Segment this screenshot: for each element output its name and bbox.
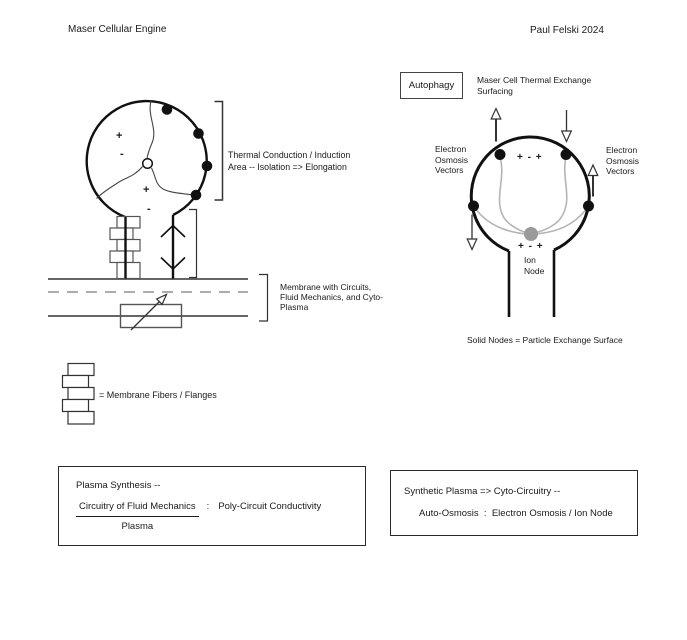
neck-membrane-fiber-bricks	[110, 217, 140, 279]
thermal-area-label	[228, 149, 350, 173]
particle-node	[202, 161, 213, 172]
membrane-label	[280, 282, 383, 312]
circuit-arrow-head-icon	[157, 295, 167, 305]
vector-arrow-down-head-icon	[467, 239, 477, 250]
fraction-denominator: Plasma	[121, 521, 154, 532]
autophagy-label: Autophagy	[408, 80, 455, 91]
ion-node-circle	[524, 227, 538, 241]
osmosis-word: Osmosis	[606, 155, 640, 166]
synthetic-plasma-title: Synthetic Plasma => Cyto-Circuitry --	[404, 486, 561, 497]
neck-bracket	[189, 210, 197, 278]
membrane-label-line3: Plasma	[280, 302, 309, 312]
electron-osmosis-label-right	[606, 145, 639, 177]
membrane-label-line1: Membrane with Circuits,	[280, 282, 372, 292]
membrane-fiber-brick	[110, 251, 133, 263]
vector-arrow-up-head-icon	[491, 109, 501, 120]
particle-exchange-node	[468, 201, 479, 212]
particle-exchange-node	[495, 149, 506, 160]
author-credit: Paul Felski 2024	[530, 25, 604, 36]
left-cell-nodes	[162, 104, 213, 200]
cell-divider-right-curve	[152, 168, 196, 196]
osmosis-curve	[538, 209, 587, 234]
circuit-resistor-box	[121, 305, 182, 328]
surfacing-label-line2: Surfacing	[477, 85, 513, 96]
page-title: Maser Cellular Engine	[68, 24, 167, 35]
membrane-fiber-brick	[68, 364, 94, 376]
osmosis-field-curves	[476, 157, 587, 234]
fraction	[76, 501, 199, 532]
membrane-fiber-brick	[117, 240, 140, 252]
circuit-arrow-shaft	[131, 301, 160, 330]
particle-node	[162, 104, 173, 115]
autophagy-box	[400, 72, 463, 99]
flow-arrow-down-icon	[161, 258, 185, 270]
vector-arrow-up-head-icon	[588, 165, 598, 176]
membrane-fiber-brick	[63, 400, 89, 412]
particle-node	[193, 128, 204, 139]
membrane-fiber-brick	[63, 376, 89, 388]
vectors-word: Vectors	[435, 165, 464, 175]
left-cell-membrane-circle	[87, 101, 207, 217]
membrane-fiber-brick	[117, 217, 140, 229]
particle-exchange-node	[583, 201, 594, 212]
left-cell-drawing	[48, 101, 268, 330]
charge-row-bottom: + - +	[518, 241, 544, 252]
osmosis-curve	[500, 157, 526, 233]
vectors-word: Vectors	[606, 166, 635, 176]
nucleus-open-circle	[143, 159, 153, 169]
surfacing-label	[477, 75, 591, 96]
cell-divider-top-curve	[147, 101, 154, 159]
osmosis-vector-arrows	[467, 109, 598, 250]
osmosis-word: Osmosis	[435, 154, 469, 165]
electron-word: Electron	[435, 144, 467, 154]
charge-plus-sign: +	[143, 184, 150, 196]
charge-plus-sign: +	[116, 130, 123, 142]
charge-minus-sign: -	[147, 203, 151, 215]
membrane-fiber-brick	[117, 263, 140, 279]
auto-osmosis-line: Auto-Osmosis : Electron Osmosis / Ion Node	[419, 508, 613, 519]
particle-node	[191, 190, 202, 201]
legend-fiber-stack	[63, 364, 95, 425]
fraction-numerator: Circuitry of Fluid Mechanics	[76, 501, 199, 517]
ion-word: Ion	[524, 255, 536, 265]
surfacing-label-line1: Maser Cell Thermal Exchange	[477, 75, 592, 85]
membrane-fiber-brick	[68, 412, 94, 425]
flow-arrow-up-icon	[161, 226, 185, 238]
right-cell-drawing	[467, 109, 598, 318]
osmosis-curve	[476, 209, 525, 234]
thermal-label-line2: Area -- Isolation => Elongation	[228, 162, 347, 172]
synthetic-plasma-box	[390, 470, 638, 536]
membrane-fiber-brick	[68, 388, 94, 400]
membrane-fiber-brick	[110, 228, 133, 240]
ion-node-label	[524, 255, 544, 277]
solid-nodes-note: Solid Nodes = Particle Exchange Surface	[467, 335, 623, 345]
plasma-synthesis-box	[58, 466, 366, 546]
plasma-synthesis-title: Plasma Synthesis --	[76, 480, 161, 491]
formula-colon: :	[206, 501, 210, 512]
vector-arrow-down-head-icon	[562, 131, 572, 142]
legend-label: = Membrane Fibers / Flanges	[99, 390, 217, 400]
cell-divider-left-curve	[97, 167, 143, 199]
thermal-label-line1: Thermal Conduction / Induction	[228, 150, 351, 160]
charge-minus-sign: -	[120, 148, 124, 160]
particle-exchange-node	[561, 149, 572, 160]
electron-osmosis-label-left	[435, 144, 468, 176]
plasma-synthesis-formula	[76, 501, 321, 532]
thermal-area-bracket	[215, 102, 223, 201]
node-word: Node	[524, 266, 545, 276]
osmosis-curve	[537, 157, 567, 233]
charge-row-top: + - +	[517, 152, 543, 163]
formula-result: Poly-Circuit Conductivity	[218, 501, 322, 512]
membrane-bracket	[259, 275, 268, 322]
membrane-label-line2: Fluid Mechanics, and Cyto-	[280, 292, 383, 302]
electron-word: Electron	[606, 145, 638, 155]
